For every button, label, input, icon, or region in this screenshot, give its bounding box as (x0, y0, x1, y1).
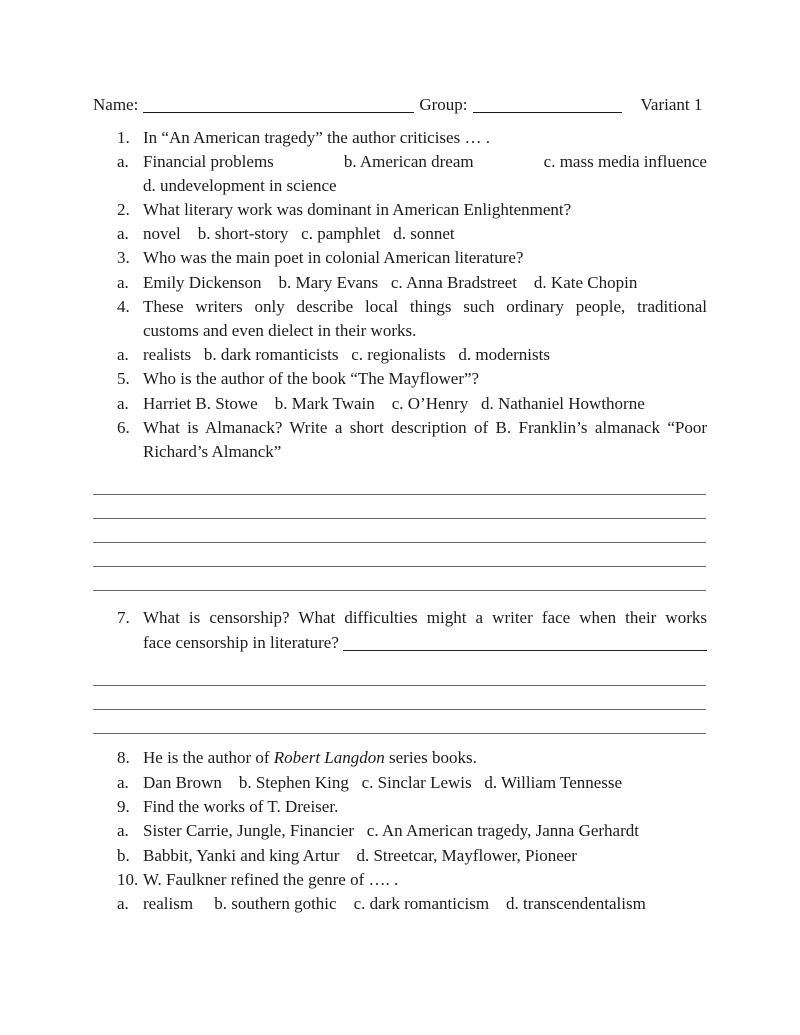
question-9-options-row2 (93, 844, 707, 868)
group-blank-line (473, 112, 622, 113)
question-7-line2 (93, 631, 707, 655)
question-10 (93, 868, 707, 892)
option-marker: a. (117, 894, 129, 913)
question-4-line1 (93, 295, 707, 319)
option-row: Sister Carrie, Jungle, Financier c. An American tragedy, Janna Gerhardt (143, 821, 639, 840)
option-row: realism b. southern gothic c. dark romanticism d. transcendentalism (143, 894, 646, 913)
option-marker: a. (117, 224, 129, 243)
option-marker: a. (117, 394, 129, 413)
question-9-options-row1 (93, 819, 707, 843)
question-9 (93, 795, 707, 819)
option-marker (117, 174, 143, 198)
question-5 (93, 367, 707, 391)
question-number: 10. (117, 870, 139, 889)
question-4-options (93, 343, 707, 367)
question-2 (93, 198, 707, 222)
question-1-option-d (93, 174, 707, 198)
question-number: 2. (117, 200, 130, 219)
question-number (117, 440, 143, 464)
option-row: Emily Dickenson b. Mary Evans c. Anna Bradstreet d. Kate Chopin (143, 273, 638, 292)
option-row: Babbit, Yanki and king Artur d. Streetcar, Mayflower, Pioneer (143, 846, 577, 865)
variant-label: Variant 1 (640, 95, 703, 114)
question-6-line2 (93, 440, 707, 464)
option-row (143, 150, 707, 174)
question-1-options (93, 150, 707, 174)
question-text-pre: He is the author of (143, 748, 274, 767)
question-text: These writers only describe local things such ordinary people, traditional (143, 297, 707, 316)
question-text: W. Faulkner refined the genre of …. . (143, 870, 399, 889)
question-number (117, 319, 143, 343)
question-text-post: series books. (384, 748, 477, 767)
option-row: novel b. short-story c. pamphlet d. sonnet (143, 224, 455, 243)
question-1 (93, 126, 707, 150)
question-3 (93, 246, 707, 270)
option-c: c. mass media influence (543, 152, 707, 171)
header-row (93, 93, 707, 117)
question-number: 1. (117, 128, 130, 147)
option-marker: a. (117, 821, 129, 840)
question-6-line1 (93, 416, 707, 440)
question-number: 6. (117, 418, 130, 437)
question-text: Who is the author of the book “The Mayflower”? (143, 369, 480, 388)
option-row: realists b. dark romanticists c. regionalists d. modernists (143, 345, 550, 364)
answer-rule-line (93, 566, 706, 567)
question-number: 9. (117, 797, 130, 816)
option-b: b. American dream (343, 152, 474, 171)
option-marker: a. (117, 152, 129, 171)
question-text: Find the works of T. Dreiser. (143, 797, 339, 816)
option-row: Harriet B. Stowe b. Mark Twain c. O’Henry d. Nathaniel Howthorne (143, 394, 645, 413)
answer-rule-line (93, 733, 706, 734)
answer-rule-line (93, 590, 706, 591)
option-a: Financial problems (143, 152, 274, 171)
group-label: Group: (419, 95, 468, 114)
question-text: customs and even dielect in their works. (143, 321, 417, 340)
question-7-line1 (93, 606, 707, 630)
question-text: face censorship in literature? (143, 633, 344, 652)
question-text (143, 746, 707, 770)
question-number: 4. (117, 297, 130, 316)
answer-blank-line (343, 650, 707, 651)
question-text: In “An American tragedy” the author criticises … . (143, 128, 490, 147)
option-d: d. undevelopment in science (143, 176, 337, 195)
question-10-options (93, 892, 707, 916)
option-marker: a. (117, 345, 129, 364)
answer-rule-line (93, 685, 706, 686)
answer-rule-line (93, 494, 706, 495)
book-series-title: Robert Langdon (273, 748, 385, 767)
option-row: Dan Brown b. Stephen King c. Sinclar Lewis d. William Tennesse (143, 773, 623, 792)
question-text: What is Almanack? Write a short description of B. Franklin’s almanack “Poor (143, 418, 707, 437)
option-marker: a. (117, 273, 129, 292)
question-number: 5. (117, 369, 130, 388)
option-marker: a. (117, 773, 129, 792)
name-label: Name: (93, 95, 139, 114)
question-text: What is censorship? What difficulties might a writer face when their works (143, 608, 707, 627)
question-8 (93, 746, 707, 770)
answer-rule-line (93, 542, 706, 543)
question-text: What literary work was dominant in American Enlightenment? (143, 200, 572, 219)
name-blank-line (143, 112, 414, 113)
question-number: 8. (117, 748, 130, 767)
question-text: Richard’s Almanck” (143, 442, 282, 461)
option-marker: b. (117, 846, 130, 865)
question-4-line2 (93, 319, 707, 343)
question-2-options (93, 222, 707, 246)
question-text: Who was the main poet in colonial American literature? (143, 248, 524, 267)
answer-rule-line (93, 518, 706, 519)
question-number: 7. (117, 608, 130, 627)
question-number (117, 631, 143, 655)
question-3-options (93, 271, 707, 295)
answer-rule-line (93, 709, 706, 710)
question-5-options (93, 392, 707, 416)
question-8-options (93, 771, 707, 795)
question-number: 3. (117, 248, 130, 267)
